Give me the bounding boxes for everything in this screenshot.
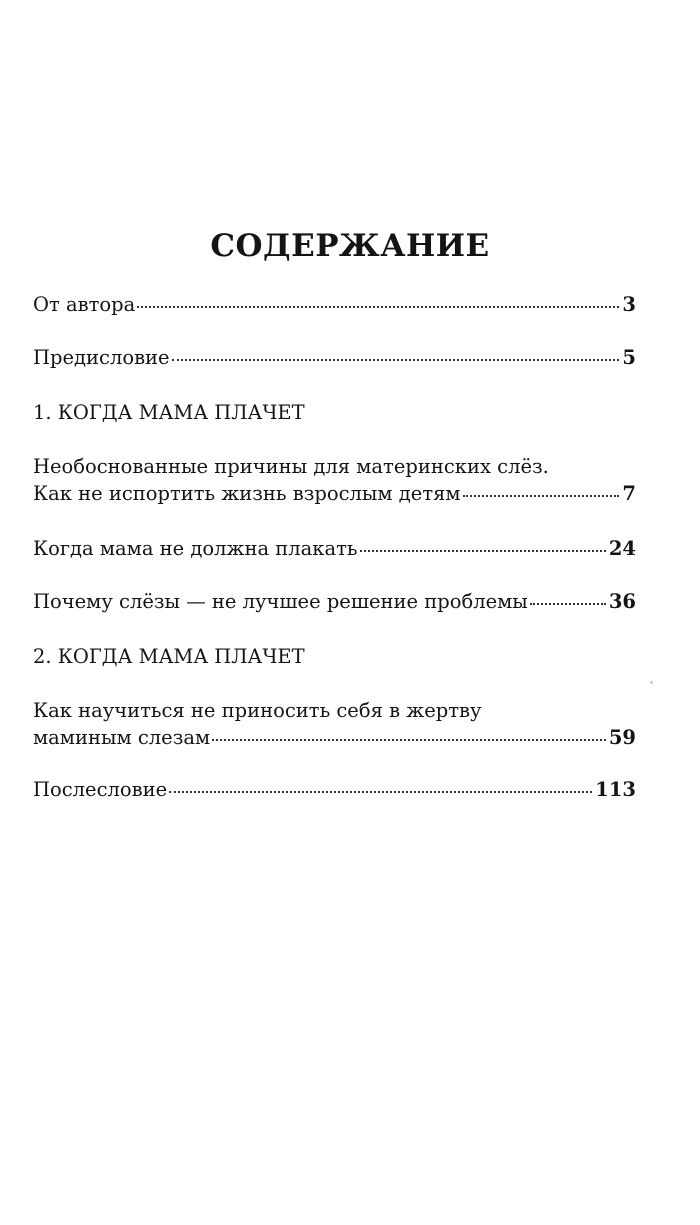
toc-page-number: 3: [622, 293, 636, 316]
toc-entry-title: маминым слезам: [33, 726, 211, 749]
toc-entry-title: Послесловие: [33, 778, 168, 801]
toc-entry: [33, 776, 636, 803]
dot-leader: [212, 739, 606, 741]
toc-entry-title: От автора: [33, 293, 136, 316]
toc-page-number: 113: [595, 778, 636, 801]
dot-leader: [137, 306, 619, 308]
scan-speck: [650, 681, 653, 684]
toc-entry-line: [33, 291, 636, 318]
toc-entry-line: [33, 535, 636, 562]
page-title: СОДЕРЖАНИЕ: [210, 228, 490, 264]
toc-entry-title-line1: Необоснованные причины для материнских слёз.: [33, 455, 549, 478]
toc-page-number: 24: [608, 537, 636, 560]
toc-entry-line: [33, 724, 636, 751]
toc-entry-title: Когда мама не должна плакать: [33, 537, 358, 560]
toc-entry-line: [33, 480, 636, 507]
toc-entry-title: Как не испортить жизнь взрослым детям: [33, 482, 461, 505]
toc-section-heading: 2. КОГДА МАМА ПЛАЧЕТ: [33, 645, 305, 668]
toc-entry: [33, 535, 636, 562]
dot-leader: [463, 495, 620, 497]
toc-entry-title-line1: Как научиться не приносить себя в жертву: [33, 699, 482, 722]
toc-entry-line: [33, 776, 636, 803]
toc-page-number: 59: [608, 726, 636, 749]
toc-entry-title: Почему слёзы — не лучшее решение проблемы: [33, 590, 528, 613]
toc-entry-line: [33, 588, 636, 615]
toc-entry: [33, 697, 636, 751]
dot-leader: [169, 791, 592, 793]
dot-leader: [360, 550, 606, 552]
toc-page-number: 5: [622, 346, 636, 369]
toc-page-number: 36: [608, 590, 636, 613]
dot-leader: [530, 603, 606, 605]
toc-entry-title: Предисловие: [33, 346, 170, 369]
toc-entry: [33, 453, 636, 507]
dot-leader: [172, 359, 620, 361]
toc-entry-line: [33, 344, 636, 371]
toc-section-heading: 1. КОГДА МАМА ПЛАЧЕТ: [33, 401, 305, 424]
toc-entry: [33, 344, 636, 371]
toc-entry: [33, 291, 636, 318]
toc-page-number: 7: [622, 482, 636, 505]
toc-entry: [33, 588, 636, 615]
